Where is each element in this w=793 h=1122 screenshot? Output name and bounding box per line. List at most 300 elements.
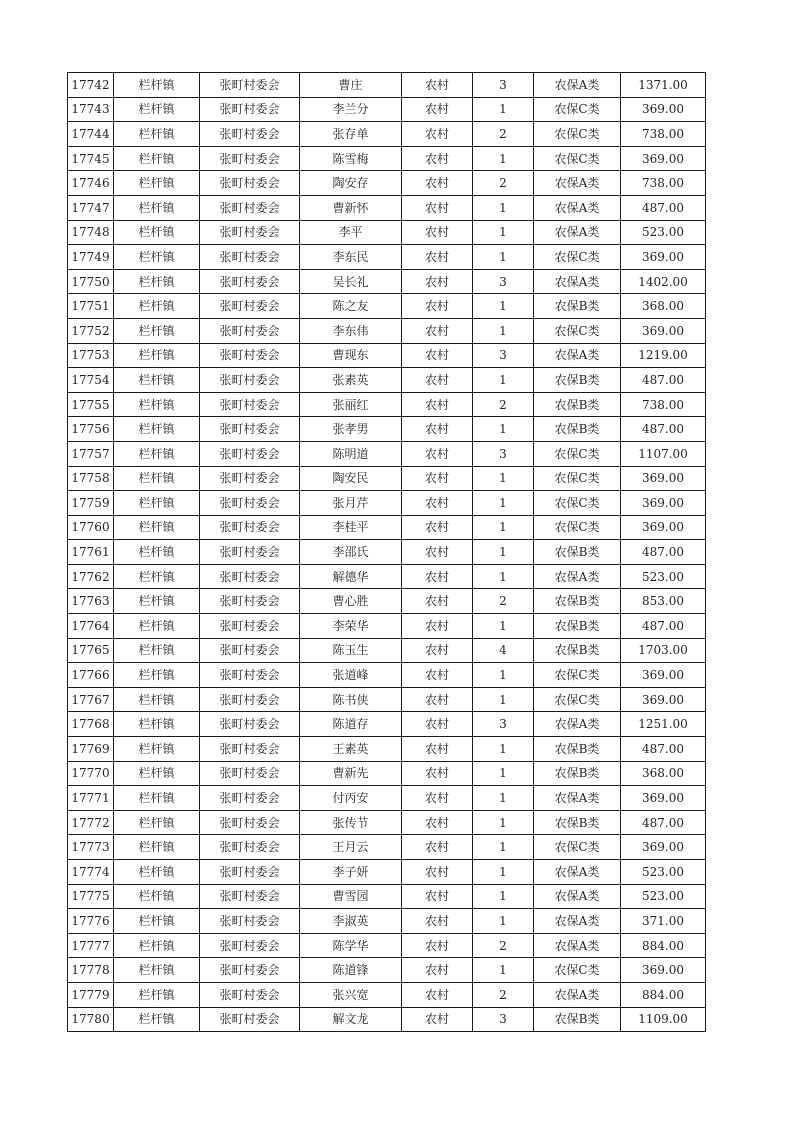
village-committee-cell: 张町村委会 bbox=[200, 392, 300, 417]
benefit-roster-table bbox=[67, 72, 706, 1032]
insurance-category-cell: 农保C类 bbox=[534, 491, 621, 516]
member-count-cell: 1 bbox=[473, 884, 534, 909]
town-cell: 栏杆镇 bbox=[114, 97, 200, 122]
member-count-cell: 1 bbox=[473, 761, 534, 786]
amount-cell: 523.00 bbox=[621, 564, 706, 589]
insurance-category-cell: 农保C类 bbox=[534, 466, 621, 491]
table-row bbox=[68, 368, 706, 393]
member-count-cell: 1 bbox=[473, 515, 534, 540]
insurance-category-cell: 农保A类 bbox=[534, 343, 621, 368]
table-row bbox=[68, 933, 706, 958]
village-committee-cell: 张町村委会 bbox=[200, 761, 300, 786]
table-row bbox=[68, 687, 706, 712]
table-row bbox=[68, 146, 706, 171]
household-type-cell: 农村 bbox=[402, 441, 473, 466]
insurance-category-cell: 农保B类 bbox=[534, 761, 621, 786]
insurance-category-cell: 农保B类 bbox=[534, 638, 621, 663]
insurance-category-cell: 农保B类 bbox=[534, 294, 621, 319]
member-count-cell: 1 bbox=[473, 97, 534, 122]
amount-cell: 738.00 bbox=[621, 122, 706, 147]
insurance-category-cell: 农保A类 bbox=[534, 195, 621, 220]
town-cell: 栏杆镇 bbox=[114, 294, 200, 319]
record-id-cell: 17778 bbox=[68, 958, 114, 983]
person-name-cell: 陈道锋 bbox=[300, 958, 402, 983]
record-id-cell: 17775 bbox=[68, 884, 114, 909]
person-name-cell: 李荣华 bbox=[300, 614, 402, 639]
person-name-cell: 陈书侠 bbox=[300, 687, 402, 712]
record-id-cell: 17742 bbox=[68, 73, 114, 98]
member-count-cell: 1 bbox=[473, 835, 534, 860]
household-type-cell: 农村 bbox=[402, 146, 473, 171]
town-cell: 栏杆镇 bbox=[114, 958, 200, 983]
town-cell: 栏杆镇 bbox=[114, 933, 200, 958]
record-id-cell: 17749 bbox=[68, 245, 114, 270]
insurance-category-cell: 农保A类 bbox=[534, 564, 621, 589]
village-committee-cell: 张町村委会 bbox=[200, 589, 300, 614]
person-name-cell: 张传节 bbox=[300, 810, 402, 835]
member-count-cell: 1 bbox=[473, 220, 534, 245]
village-committee-cell: 张町村委会 bbox=[200, 786, 300, 811]
amount-cell: 369.00 bbox=[621, 318, 706, 343]
town-cell: 栏杆镇 bbox=[114, 368, 200, 393]
household-type-cell: 农村 bbox=[402, 515, 473, 540]
insurance-category-cell: 农保A类 bbox=[534, 786, 621, 811]
household-type-cell: 农村 bbox=[402, 318, 473, 343]
member-count-cell: 1 bbox=[473, 294, 534, 319]
insurance-category-cell: 农保A类 bbox=[534, 909, 621, 934]
table-row bbox=[68, 761, 706, 786]
town-cell: 栏杆镇 bbox=[114, 810, 200, 835]
person-name-cell: 解文龙 bbox=[300, 1007, 402, 1032]
insurance-category-cell: 农保A类 bbox=[534, 884, 621, 909]
member-count-cell: 4 bbox=[473, 638, 534, 663]
member-count-cell: 1 bbox=[473, 614, 534, 639]
person-name-cell: 李淑英 bbox=[300, 909, 402, 934]
town-cell: 栏杆镇 bbox=[114, 540, 200, 565]
household-type-cell: 农村 bbox=[402, 466, 473, 491]
town-cell: 栏杆镇 bbox=[114, 860, 200, 885]
table-row bbox=[68, 540, 706, 565]
household-type-cell: 农村 bbox=[402, 122, 473, 147]
person-name-cell: 曹雪园 bbox=[300, 884, 402, 909]
record-id-cell: 17770 bbox=[68, 761, 114, 786]
household-type-cell: 农村 bbox=[402, 860, 473, 885]
household-type-cell: 农村 bbox=[402, 958, 473, 983]
amount-cell: 853.00 bbox=[621, 589, 706, 614]
member-count-cell: 1 bbox=[473, 860, 534, 885]
village-committee-cell: 张町村委会 bbox=[200, 540, 300, 565]
record-id-cell: 17754 bbox=[68, 368, 114, 393]
record-id-cell: 17780 bbox=[68, 1007, 114, 1032]
table-row bbox=[68, 860, 706, 885]
household-type-cell: 农村 bbox=[402, 614, 473, 639]
table-row bbox=[68, 737, 706, 762]
town-cell: 栏杆镇 bbox=[114, 343, 200, 368]
amount-cell: 738.00 bbox=[621, 171, 706, 196]
record-id-cell: 17746 bbox=[68, 171, 114, 196]
town-cell: 栏杆镇 bbox=[114, 466, 200, 491]
member-count-cell: 3 bbox=[473, 441, 534, 466]
record-id-cell: 17769 bbox=[68, 737, 114, 762]
record-id-cell: 17753 bbox=[68, 343, 114, 368]
person-name-cell: 李子妍 bbox=[300, 860, 402, 885]
member-count-cell: 1 bbox=[473, 909, 534, 934]
member-count-cell: 2 bbox=[473, 589, 534, 614]
town-cell: 栏杆镇 bbox=[114, 712, 200, 737]
insurance-category-cell: 农保C类 bbox=[534, 515, 621, 540]
household-type-cell: 农村 bbox=[402, 761, 473, 786]
household-type-cell: 农村 bbox=[402, 195, 473, 220]
amount-cell: 487.00 bbox=[621, 810, 706, 835]
record-id-cell: 17763 bbox=[68, 589, 114, 614]
town-cell: 栏杆镇 bbox=[114, 146, 200, 171]
table-row bbox=[68, 491, 706, 516]
record-id-cell: 17761 bbox=[68, 540, 114, 565]
household-type-cell: 农村 bbox=[402, 171, 473, 196]
table-row bbox=[68, 810, 706, 835]
household-type-cell: 农村 bbox=[402, 294, 473, 319]
table-row bbox=[68, 318, 706, 343]
member-count-cell: 1 bbox=[473, 810, 534, 835]
person-name-cell: 曹新怀 bbox=[300, 195, 402, 220]
village-committee-cell: 张町村委会 bbox=[200, 737, 300, 762]
insurance-category-cell: 农保B类 bbox=[534, 1007, 621, 1032]
table-row bbox=[68, 97, 706, 122]
village-committee-cell: 张町村委会 bbox=[200, 909, 300, 934]
town-cell: 栏杆镇 bbox=[114, 614, 200, 639]
amount-cell: 368.00 bbox=[621, 761, 706, 786]
person-name-cell: 王月云 bbox=[300, 835, 402, 860]
village-committee-cell: 张町村委会 bbox=[200, 97, 300, 122]
household-type-cell: 农村 bbox=[402, 368, 473, 393]
person-name-cell: 吴长礼 bbox=[300, 269, 402, 294]
table-row bbox=[68, 515, 706, 540]
person-name-cell: 张兴宽 bbox=[300, 982, 402, 1007]
insurance-category-cell: 农保A类 bbox=[534, 269, 621, 294]
household-type-cell: 农村 bbox=[402, 564, 473, 589]
amount-cell: 487.00 bbox=[621, 368, 706, 393]
record-id-cell: 17762 bbox=[68, 564, 114, 589]
insurance-category-cell: 农保B类 bbox=[534, 614, 621, 639]
household-type-cell: 农村 bbox=[402, 220, 473, 245]
town-cell: 栏杆镇 bbox=[114, 761, 200, 786]
household-type-cell: 农村 bbox=[402, 245, 473, 270]
village-committee-cell: 张町村委会 bbox=[200, 933, 300, 958]
amount-cell: 1219.00 bbox=[621, 343, 706, 368]
village-committee-cell: 张町村委会 bbox=[200, 368, 300, 393]
village-committee-cell: 张町村委会 bbox=[200, 73, 300, 98]
person-name-cell: 李兰分 bbox=[300, 97, 402, 122]
village-committee-cell: 张町村委会 bbox=[200, 712, 300, 737]
table-row bbox=[68, 294, 706, 319]
person-name-cell: 解德华 bbox=[300, 564, 402, 589]
insurance-category-cell: 农保B类 bbox=[534, 737, 621, 762]
person-name-cell: 曹心胜 bbox=[300, 589, 402, 614]
insurance-category-cell: 农保C类 bbox=[534, 663, 621, 688]
person-name-cell: 李桂平 bbox=[300, 515, 402, 540]
amount-cell: 487.00 bbox=[621, 540, 706, 565]
member-count-cell: 2 bbox=[473, 933, 534, 958]
record-id-cell: 17779 bbox=[68, 982, 114, 1007]
table-row bbox=[68, 663, 706, 688]
record-id-cell: 17767 bbox=[68, 687, 114, 712]
record-id-cell: 17756 bbox=[68, 417, 114, 442]
household-type-cell: 农村 bbox=[402, 933, 473, 958]
village-committee-cell: 张町村委会 bbox=[200, 146, 300, 171]
person-name-cell: 陶安存 bbox=[300, 171, 402, 196]
member-count-cell: 1 bbox=[473, 245, 534, 270]
village-committee-cell: 张町村委会 bbox=[200, 835, 300, 860]
table-row bbox=[68, 786, 706, 811]
household-type-cell: 农村 bbox=[402, 73, 473, 98]
member-count-cell: 3 bbox=[473, 712, 534, 737]
member-count-cell: 1 bbox=[473, 466, 534, 491]
amount-cell: 369.00 bbox=[621, 835, 706, 860]
village-committee-cell: 张町村委会 bbox=[200, 294, 300, 319]
record-id-cell: 17777 bbox=[68, 933, 114, 958]
household-type-cell: 农村 bbox=[402, 712, 473, 737]
town-cell: 栏杆镇 bbox=[114, 564, 200, 589]
town-cell: 栏杆镇 bbox=[114, 491, 200, 516]
record-id-cell: 17745 bbox=[68, 146, 114, 171]
person-name-cell: 陈学华 bbox=[300, 933, 402, 958]
town-cell: 栏杆镇 bbox=[114, 663, 200, 688]
village-committee-cell: 张町村委会 bbox=[200, 614, 300, 639]
table-row bbox=[68, 638, 706, 663]
town-cell: 栏杆镇 bbox=[114, 589, 200, 614]
amount-cell: 369.00 bbox=[621, 466, 706, 491]
amount-cell: 487.00 bbox=[621, 195, 706, 220]
record-id-cell: 17771 bbox=[68, 786, 114, 811]
village-committee-cell: 张町村委会 bbox=[200, 343, 300, 368]
village-committee-cell: 张町村委会 bbox=[200, 245, 300, 270]
amount-cell: 369.00 bbox=[621, 786, 706, 811]
village-committee-cell: 张町村委会 bbox=[200, 417, 300, 442]
insurance-category-cell: 农保B类 bbox=[534, 392, 621, 417]
person-name-cell: 曹新先 bbox=[300, 761, 402, 786]
amount-cell: 1371.00 bbox=[621, 73, 706, 98]
person-name-cell: 陈明道 bbox=[300, 441, 402, 466]
household-type-cell: 农村 bbox=[402, 1007, 473, 1032]
member-count-cell: 3 bbox=[473, 269, 534, 294]
town-cell: 栏杆镇 bbox=[114, 220, 200, 245]
table-row bbox=[68, 884, 706, 909]
record-id-cell: 17757 bbox=[68, 441, 114, 466]
town-cell: 栏杆镇 bbox=[114, 171, 200, 196]
record-id-cell: 17759 bbox=[68, 491, 114, 516]
record-id-cell: 17758 bbox=[68, 466, 114, 491]
member-count-cell: 1 bbox=[473, 368, 534, 393]
household-type-cell: 农村 bbox=[402, 589, 473, 614]
insurance-category-cell: 农保C类 bbox=[534, 122, 621, 147]
member-count-cell: 3 bbox=[473, 343, 534, 368]
insurance-category-cell: 农保C类 bbox=[534, 687, 621, 712]
table-row bbox=[68, 909, 706, 934]
person-name-cell: 陈道存 bbox=[300, 712, 402, 737]
person-name-cell: 陈玉生 bbox=[300, 638, 402, 663]
amount-cell: 523.00 bbox=[621, 884, 706, 909]
village-committee-cell: 张町村委会 bbox=[200, 171, 300, 196]
village-committee-cell: 张町村委会 bbox=[200, 318, 300, 343]
amount-cell: 369.00 bbox=[621, 958, 706, 983]
village-committee-cell: 张町村委会 bbox=[200, 491, 300, 516]
village-committee-cell: 张町村委会 bbox=[200, 466, 300, 491]
insurance-category-cell: 农保A类 bbox=[534, 171, 621, 196]
village-committee-cell: 张町村委会 bbox=[200, 982, 300, 1007]
household-type-cell: 农村 bbox=[402, 687, 473, 712]
record-id-cell: 17766 bbox=[68, 663, 114, 688]
person-name-cell: 张丽红 bbox=[300, 392, 402, 417]
town-cell: 栏杆镇 bbox=[114, 318, 200, 343]
town-cell: 栏杆镇 bbox=[114, 884, 200, 909]
amount-cell: 369.00 bbox=[621, 515, 706, 540]
table-row bbox=[68, 982, 706, 1007]
amount-cell: 369.00 bbox=[621, 491, 706, 516]
village-committee-cell: 张町村委会 bbox=[200, 564, 300, 589]
amount-cell: 369.00 bbox=[621, 663, 706, 688]
household-type-cell: 农村 bbox=[402, 884, 473, 909]
member-count-cell: 1 bbox=[473, 958, 534, 983]
person-name-cell: 付丙安 bbox=[300, 786, 402, 811]
person-name-cell: 张孝男 bbox=[300, 417, 402, 442]
amount-cell: 369.00 bbox=[621, 97, 706, 122]
amount-cell: 1109.00 bbox=[621, 1007, 706, 1032]
member-count-cell: 1 bbox=[473, 195, 534, 220]
person-name-cell: 李平 bbox=[300, 220, 402, 245]
person-name-cell: 张素英 bbox=[300, 368, 402, 393]
record-id-cell: 17744 bbox=[68, 122, 114, 147]
table-row bbox=[68, 195, 706, 220]
town-cell: 栏杆镇 bbox=[114, 392, 200, 417]
household-type-cell: 农村 bbox=[402, 982, 473, 1007]
table-row bbox=[68, 245, 706, 270]
insurance-category-cell: 农保B类 bbox=[534, 589, 621, 614]
village-committee-cell: 张町村委会 bbox=[200, 1007, 300, 1032]
table-row bbox=[68, 712, 706, 737]
person-name-cell: 陈雪梅 bbox=[300, 146, 402, 171]
town-cell: 栏杆镇 bbox=[114, 982, 200, 1007]
insurance-category-cell: 农保C类 bbox=[534, 146, 621, 171]
insurance-category-cell: 农保B类 bbox=[534, 540, 621, 565]
amount-cell: 369.00 bbox=[621, 146, 706, 171]
town-cell: 栏杆镇 bbox=[114, 195, 200, 220]
insurance-category-cell: 农保C类 bbox=[534, 958, 621, 983]
amount-cell: 884.00 bbox=[621, 933, 706, 958]
table-body bbox=[68, 73, 706, 1032]
insurance-category-cell: 农保A类 bbox=[534, 933, 621, 958]
record-id-cell: 17774 bbox=[68, 860, 114, 885]
table-row bbox=[68, 269, 706, 294]
person-name-cell: 李邵氏 bbox=[300, 540, 402, 565]
record-id-cell: 17764 bbox=[68, 614, 114, 639]
member-count-cell: 1 bbox=[473, 786, 534, 811]
amount-cell: 371.00 bbox=[621, 909, 706, 934]
record-id-cell: 17765 bbox=[68, 638, 114, 663]
table-row bbox=[68, 466, 706, 491]
village-committee-cell: 张町村委会 bbox=[200, 810, 300, 835]
record-id-cell: 17751 bbox=[68, 294, 114, 319]
member-count-cell: 1 bbox=[473, 687, 534, 712]
member-count-cell: 1 bbox=[473, 318, 534, 343]
village-committee-cell: 张町村委会 bbox=[200, 638, 300, 663]
town-cell: 栏杆镇 bbox=[114, 245, 200, 270]
village-committee-cell: 张町村委会 bbox=[200, 195, 300, 220]
person-name-cell: 曹庄 bbox=[300, 73, 402, 98]
town-cell: 栏杆镇 bbox=[114, 441, 200, 466]
person-name-cell: 王素英 bbox=[300, 737, 402, 762]
village-committee-cell: 张町村委会 bbox=[200, 515, 300, 540]
amount-cell: 487.00 bbox=[621, 614, 706, 639]
insurance-category-cell: 农保A类 bbox=[534, 73, 621, 98]
household-type-cell: 农村 bbox=[402, 909, 473, 934]
person-name-cell: 陶安民 bbox=[300, 466, 402, 491]
village-committee-cell: 张町村委会 bbox=[200, 220, 300, 245]
member-count-cell: 2 bbox=[473, 171, 534, 196]
household-type-cell: 农村 bbox=[402, 491, 473, 516]
table-row bbox=[68, 171, 706, 196]
town-cell: 栏杆镇 bbox=[114, 909, 200, 934]
amount-cell: 368.00 bbox=[621, 294, 706, 319]
insurance-category-cell: 农保C类 bbox=[534, 97, 621, 122]
table-row bbox=[68, 614, 706, 639]
insurance-category-cell: 农保B类 bbox=[534, 417, 621, 442]
person-name-cell: 曹现东 bbox=[300, 343, 402, 368]
amount-cell: 1703.00 bbox=[621, 638, 706, 663]
village-committee-cell: 张町村委会 bbox=[200, 884, 300, 909]
member-count-cell: 3 bbox=[473, 73, 534, 98]
town-cell: 栏杆镇 bbox=[114, 515, 200, 540]
table-row bbox=[68, 417, 706, 442]
town-cell: 栏杆镇 bbox=[114, 269, 200, 294]
town-cell: 栏杆镇 bbox=[114, 638, 200, 663]
table-row bbox=[68, 564, 706, 589]
household-type-cell: 农村 bbox=[402, 343, 473, 368]
amount-cell: 1107.00 bbox=[621, 441, 706, 466]
insurance-category-cell: 农保A类 bbox=[534, 220, 621, 245]
table-row bbox=[68, 343, 706, 368]
table-row bbox=[68, 73, 706, 98]
amount-cell: 738.00 bbox=[621, 392, 706, 417]
amount-cell: 369.00 bbox=[621, 687, 706, 712]
town-cell: 栏杆镇 bbox=[114, 1007, 200, 1032]
village-committee-cell: 张町村委会 bbox=[200, 687, 300, 712]
member-count-cell: 2 bbox=[473, 392, 534, 417]
insurance-category-cell: 农保C类 bbox=[534, 245, 621, 270]
household-type-cell: 农村 bbox=[402, 737, 473, 762]
amount-cell: 884.00 bbox=[621, 982, 706, 1007]
person-name-cell: 李东民 bbox=[300, 245, 402, 270]
village-committee-cell: 张町村委会 bbox=[200, 122, 300, 147]
village-committee-cell: 张町村委会 bbox=[200, 663, 300, 688]
insurance-category-cell: 农保C类 bbox=[534, 835, 621, 860]
person-name-cell: 李东伟 bbox=[300, 318, 402, 343]
table-row bbox=[68, 958, 706, 983]
village-committee-cell: 张町村委会 bbox=[200, 958, 300, 983]
town-cell: 栏杆镇 bbox=[114, 835, 200, 860]
member-count-cell: 1 bbox=[473, 564, 534, 589]
household-type-cell: 农村 bbox=[402, 638, 473, 663]
record-id-cell: 17755 bbox=[68, 392, 114, 417]
record-id-cell: 17768 bbox=[68, 712, 114, 737]
insurance-category-cell: 农保B类 bbox=[534, 810, 621, 835]
town-cell: 栏杆镇 bbox=[114, 687, 200, 712]
member-count-cell: 1 bbox=[473, 491, 534, 516]
insurance-category-cell: 农保A类 bbox=[534, 982, 621, 1007]
table-row bbox=[68, 392, 706, 417]
record-id-cell: 17772 bbox=[68, 810, 114, 835]
town-cell: 栏杆镇 bbox=[114, 417, 200, 442]
record-id-cell: 17760 bbox=[68, 515, 114, 540]
